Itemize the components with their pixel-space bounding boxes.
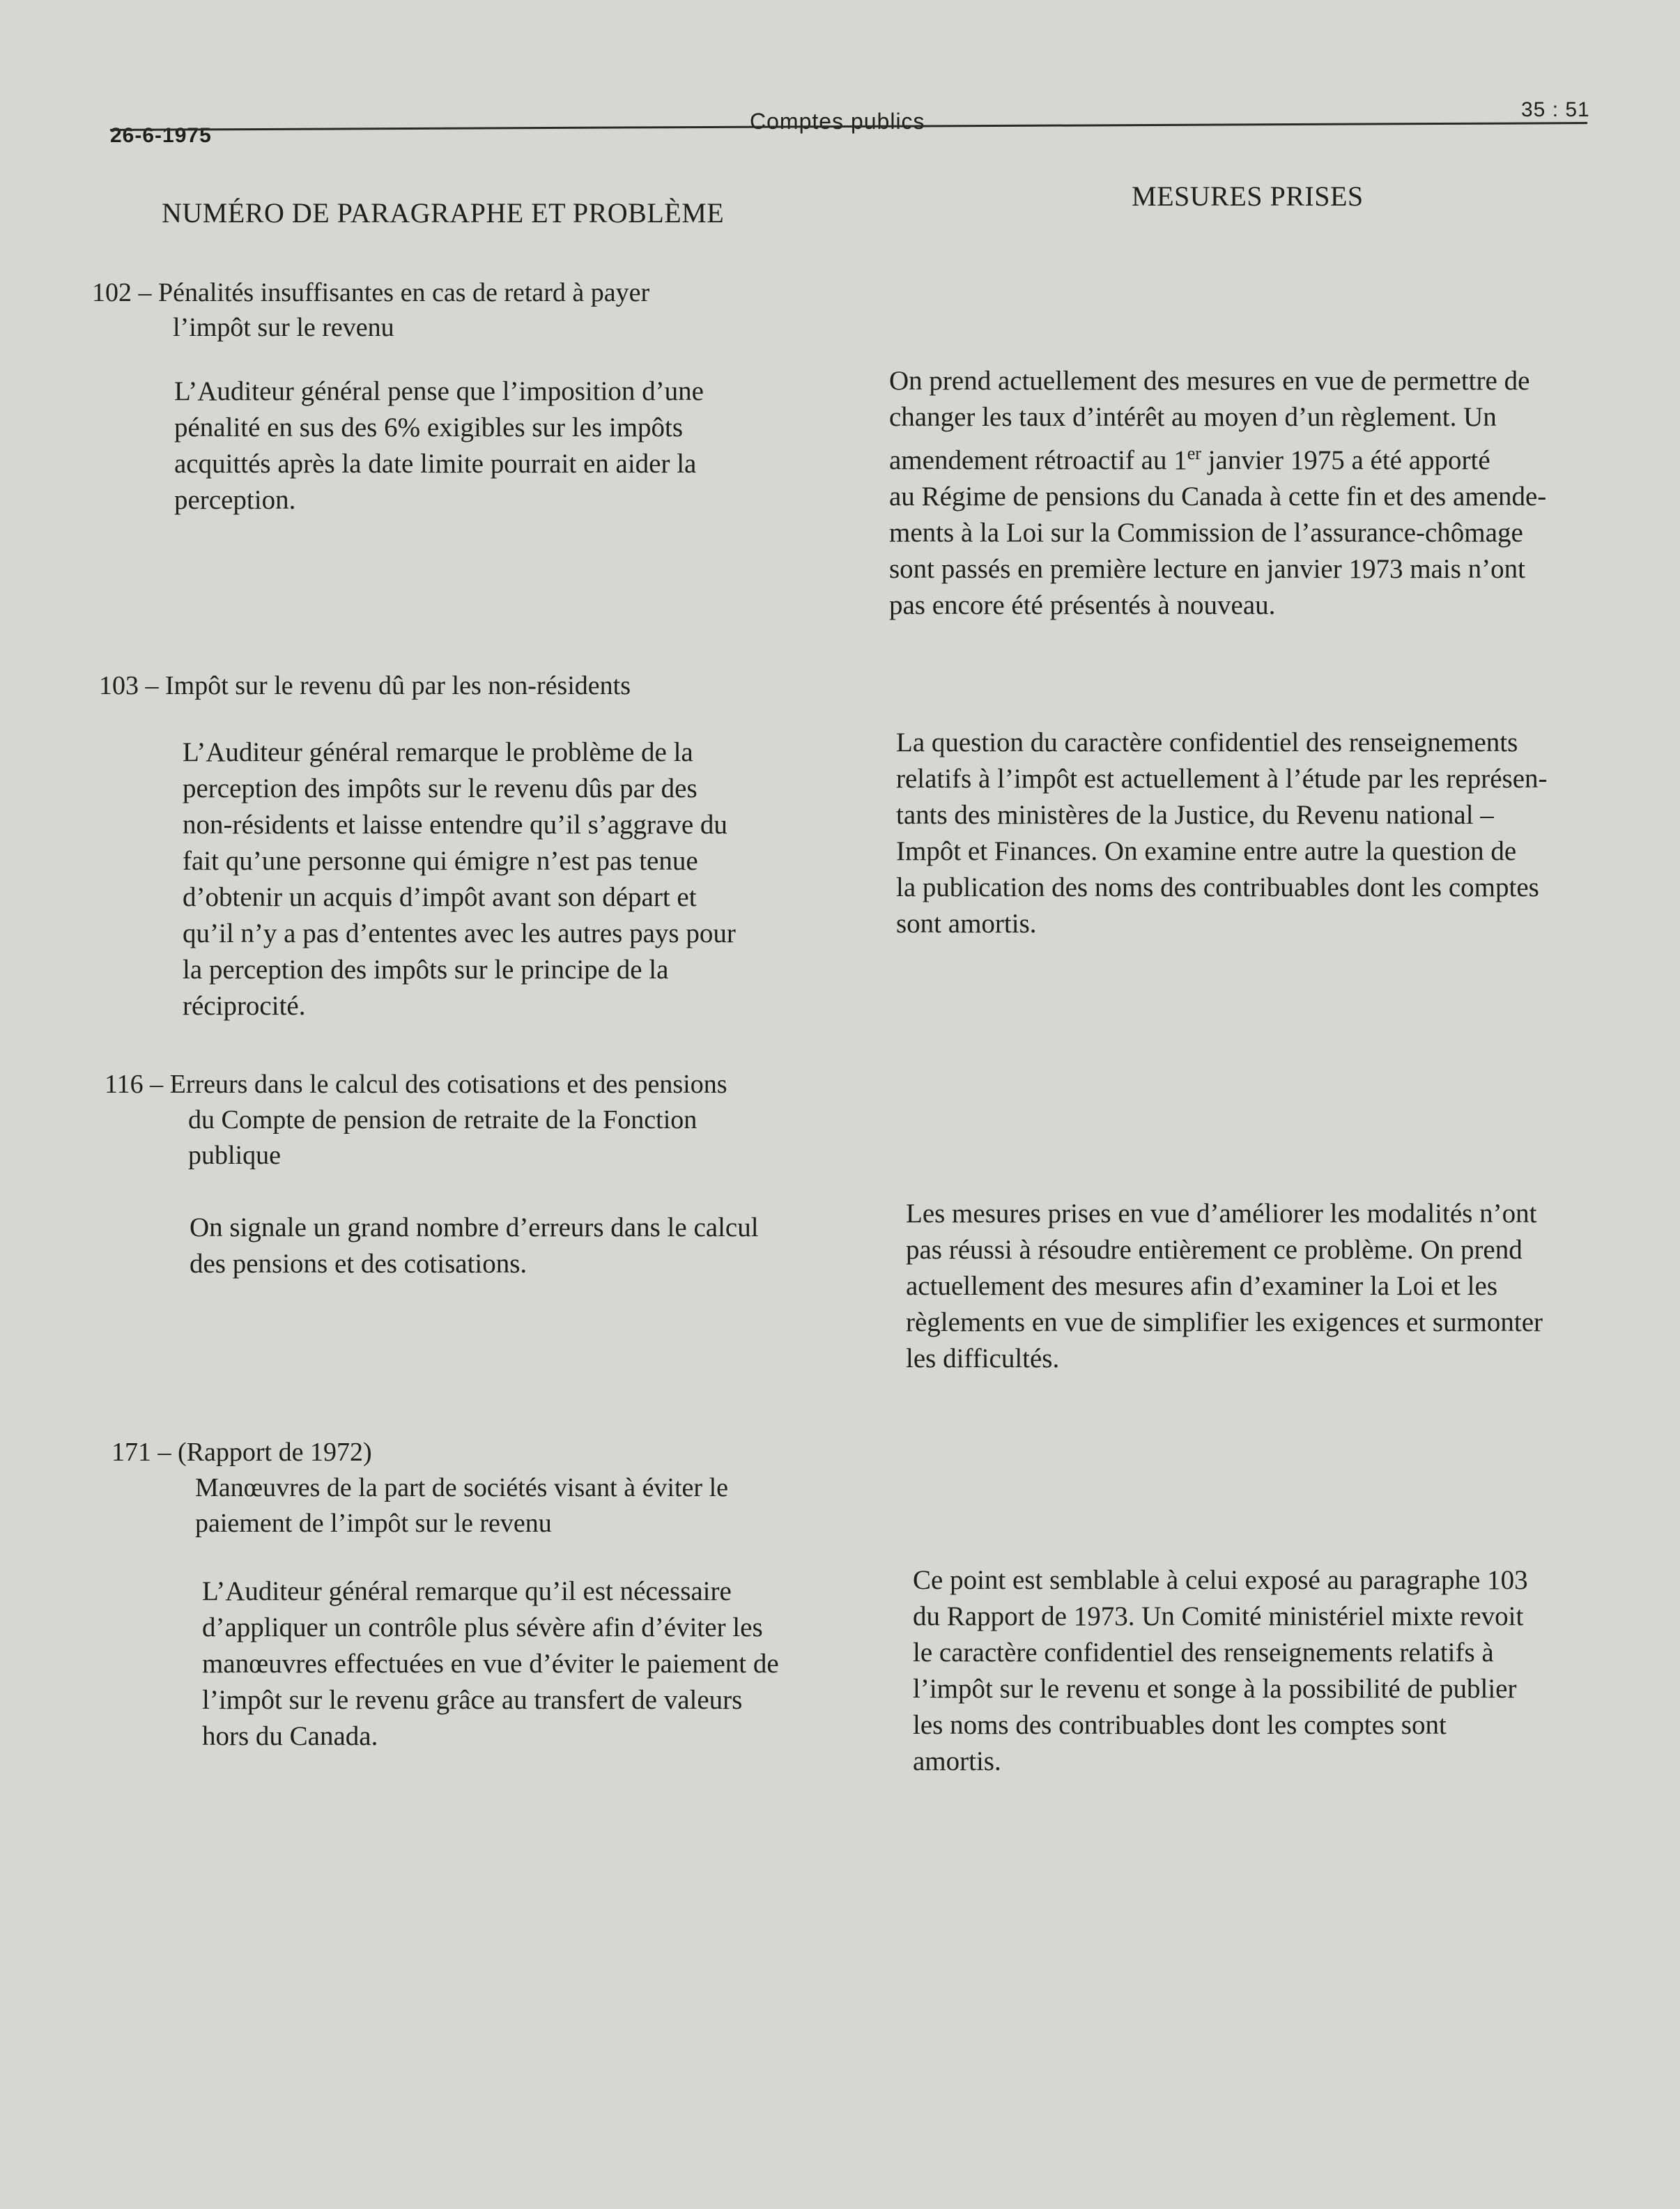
header-title: Comptes publics — [750, 109, 925, 134]
item-title-line: Impôt sur le revenu dû par les non-résidents — [165, 671, 631, 700]
measure-line: actuellement des mesures afin d’examiner la Loi et les — [906, 1271, 1497, 1301]
item-number: 103 — [99, 671, 139, 700]
dash: – — [138, 278, 152, 307]
measure-line: règlements en vue de simplifier les exigences et surmonter — [906, 1307, 1543, 1337]
problem-line: hors du Canada. — [202, 1721, 378, 1751]
problem-line: pénalité en sus des 6% exigibles sur les impôts — [174, 413, 684, 442]
measure-line: ments à la Loi sur la Commission de l’assurance-chômage — [889, 518, 1523, 548]
item-103-problem — [183, 734, 736, 1024]
column-heading-problem: NUMÉRO DE PARAGRAPHE ET PROBLÈME — [162, 197, 725, 229]
problem-line: d’appliquer un contrôle plus sévère afin d’éviter les — [202, 1613, 763, 1642]
measure-line: au Régime de pensions du Canada à cette fin et des amende- — [889, 482, 1547, 511]
measure-line: amendement rétroactif au 1er janvier 1975 a été apporté — [889, 443, 1490, 475]
problem-line: réciprocité. — [183, 991, 306, 1021]
item-116-measures — [906, 1196, 1543, 1377]
measure-line: On prend actuellement des mesures en vue de permettre de — [889, 366, 1530, 396]
item-102-measures — [889, 363, 1546, 624]
measure-line: pas réussi à résoudre entièrement ce problème. On prend — [906, 1235, 1523, 1265]
problem-line: L’Auditeur général pense que l’imposition d’une — [174, 376, 704, 406]
item-102-heading — [92, 275, 649, 311]
problem-line: l’impôt sur le revenu grâce au transfert de valeurs — [202, 1685, 743, 1715]
item-116-problem — [190, 1210, 759, 1282]
measure-line: La question du caractère confidentiel des renseignements — [896, 728, 1518, 757]
problem-line: perception des impôts sur le revenu dûs par des — [183, 773, 698, 803]
item-title-line: (Rapport de 1972) — [178, 1438, 372, 1467]
measure-line: relatifs à l’impôt est actuellement à l’étude par les représen- — [896, 764, 1548, 794]
measure-line: les noms des contribuables dont les comptes sont — [913, 1710, 1447, 1740]
item-171-problem — [202, 1573, 779, 1755]
item-title-line: Manœuvres de la part de sociétés visant à éviter le — [195, 1473, 728, 1502]
item-title-line: publique — [188, 1141, 281, 1170]
item-number: 171 — [111, 1438, 151, 1467]
superscript: er — [1187, 443, 1201, 463]
measure-line: tants des ministères de la Justice, du Revenu national – — [896, 800, 1494, 830]
item-number: 102 — [92, 278, 132, 307]
item-103-heading — [99, 668, 631, 704]
measure-line: Impôt et Finances. On examine entre autre la question de — [896, 836, 1517, 866]
problem-line: acquittés après la date limite pourrait en aider la — [174, 449, 697, 479]
problem-line: non-résidents et laisse entendre qu’il s’aggrave du — [183, 810, 727, 840]
column-heading-measures: MESURES PRISES — [1132, 180, 1364, 212]
problem-line: manœuvres effectuées en vue d’éviter le paiement de — [202, 1649, 779, 1679]
header-date: 26-6-1975 — [110, 124, 212, 147]
header-page-number: 35 : 51 — [1521, 98, 1590, 121]
measure-line: l’impôt sur le revenu et songe à la possibilité de publier — [913, 1674, 1517, 1704]
measure-line: changer les taux d’intérêt au moyen d’un règlement. Un — [889, 402, 1497, 432]
dash: – — [150, 1070, 164, 1099]
problem-line: L’Auditeur général remarque qu’il est nécessaire — [202, 1576, 732, 1606]
item-171-heading — [111, 1434, 372, 1470]
measure-line: le caractère confidentiel des renseignements relatifs à — [913, 1638, 1494, 1668]
problem-line: des pensions et des cotisations. — [190, 1249, 527, 1279]
item-number: 116 — [105, 1070, 144, 1099]
measure-line: sont amortis. — [896, 909, 1037, 939]
measure-line: Les mesures prises en vue d’améliorer les modalités n’ont — [906, 1199, 1537, 1229]
item-title-line: Pénalités insuffisantes en cas de retard à payer — [158, 278, 650, 307]
measure-line: sont passés en première lecture en janvier 1973 mais n’ont — [889, 554, 1525, 584]
measure-line: pas encore été présentés à nouveau. — [889, 590, 1276, 620]
item-title-line: l’impôt sur le revenu — [173, 313, 394, 342]
measure-line: amortis. — [913, 1746, 1001, 1776]
problem-line: On signale un grand nombre d’erreurs dans le calcul — [190, 1213, 759, 1242]
measure-line: la publication des noms des contribuables dont les comptes — [896, 872, 1539, 902]
problem-line: perception. — [174, 485, 296, 515]
dash: – — [145, 671, 159, 700]
item-title-line: du Compte de pension de retraite de la Fonction — [188, 1105, 698, 1134]
item-title-line: paiement de l’impôt sur le revenu — [195, 1509, 552, 1538]
dash: – — [157, 1438, 171, 1467]
problem-line: la perception des impôts sur le principe de la — [183, 955, 669, 985]
measure-line: les difficultés. — [906, 1344, 1060, 1373]
item-116-heading — [105, 1066, 727, 1102]
item-103-measures — [896, 725, 1548, 942]
measure-line: du Rapport de 1973. Un Comité ministériel mixte revoit — [913, 1601, 1524, 1631]
item-102-problem — [174, 374, 704, 518]
measure-line: Ce point est semblable à celui exposé au paragraphe 103 — [913, 1565, 1528, 1595]
problem-line: d’obtenir un acquis d’impôt avant son départ et — [183, 882, 697, 912]
problem-line: qu’il n’y a pas d’ententes avec les autres pays pour — [183, 918, 736, 948]
problem-line: L’Auditeur général remarque le problème de la — [183, 737, 693, 767]
item-171-measures — [913, 1562, 1528, 1780]
item-title-line: Erreurs dans le calcul des cotisations et des pensions — [169, 1070, 727, 1099]
problem-line: fait qu’une personne qui émigre n’est pas tenue — [183, 846, 698, 876]
